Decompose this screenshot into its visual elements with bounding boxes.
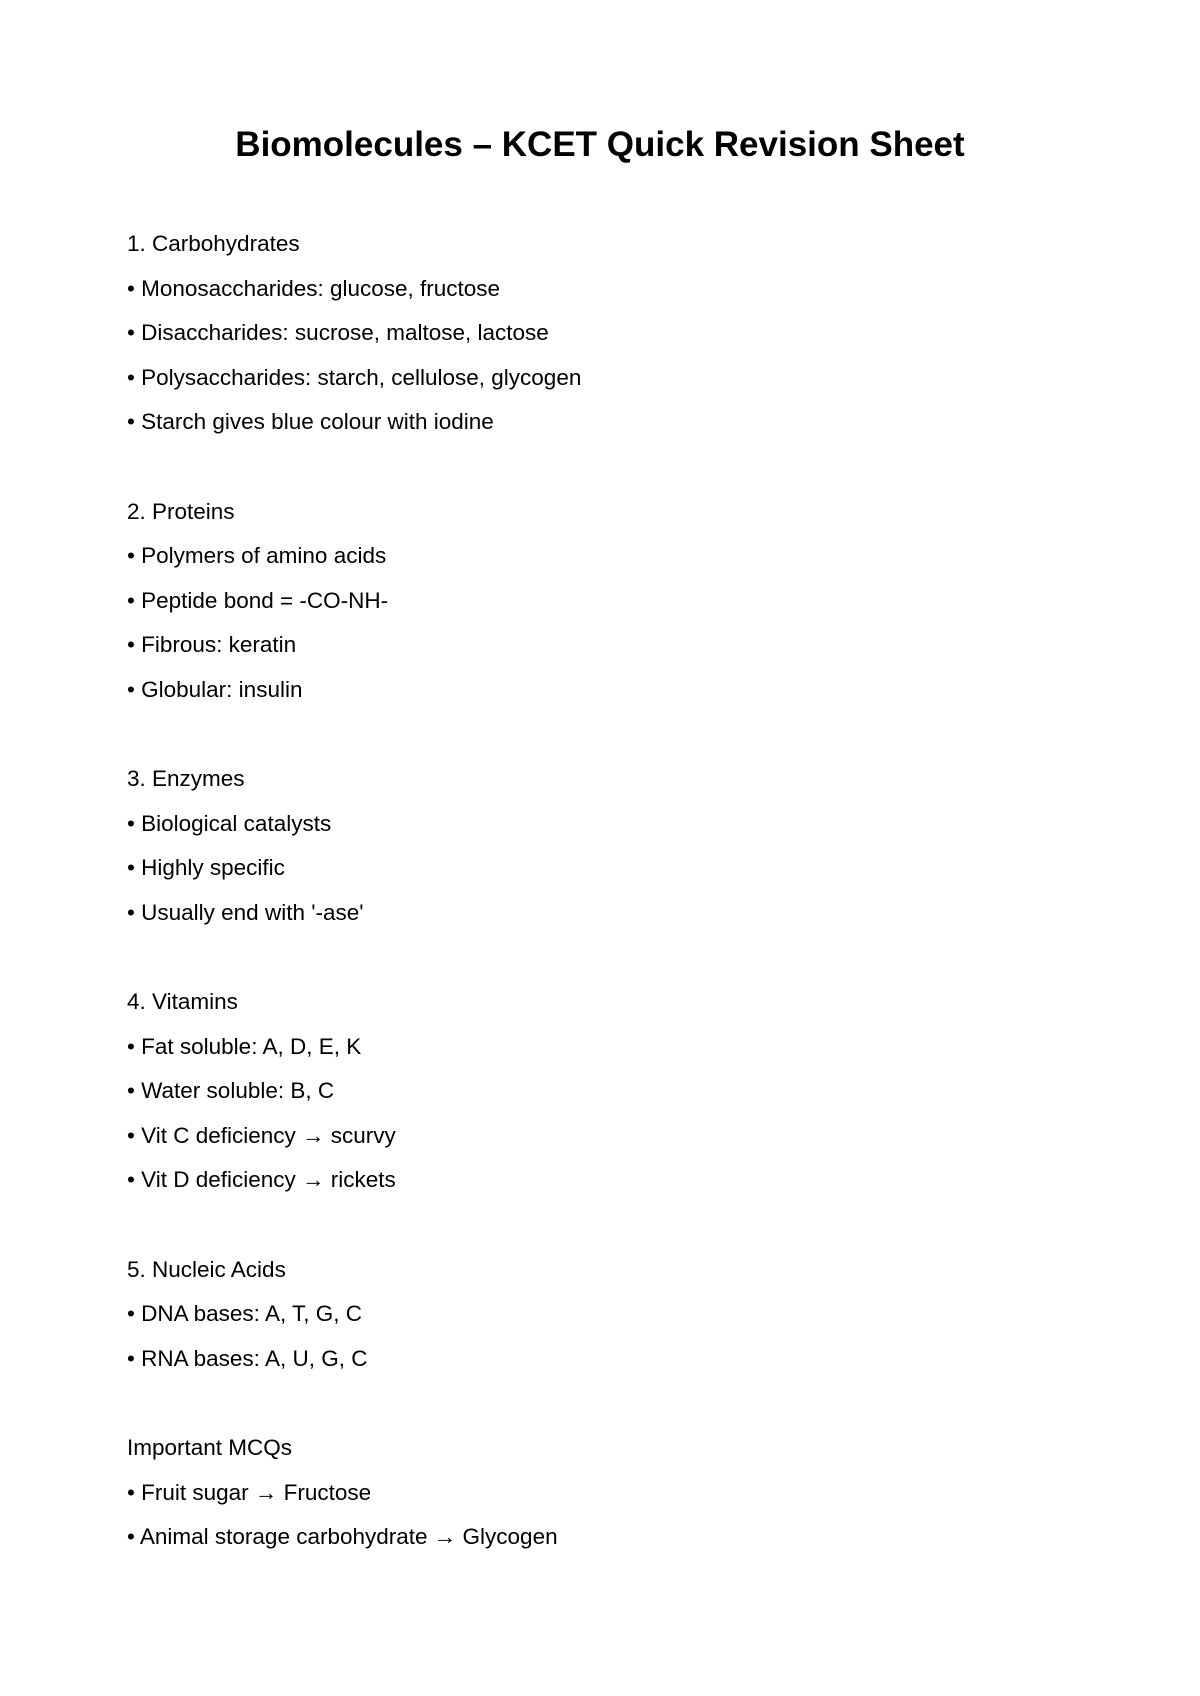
revision-content xyxy=(127,222,581,1560)
list-item: • Usually end with '-ase' xyxy=(127,899,364,925)
list-item: • RNA bases: A, U, G, C xyxy=(127,1345,368,1371)
section-heading: 4. Vitamins xyxy=(127,989,238,1015)
list-item: • Polysaccharides: starch, cellulose, glycogen xyxy=(127,364,582,390)
section-spacer xyxy=(127,445,581,490)
list-item: • Animal storage carbohydrate → Glycogen xyxy=(127,1524,558,1550)
list-item: • Fat soluble: A, D, E, K xyxy=(127,1033,362,1059)
list-item: • Vit D deficiency → rickets xyxy=(127,1167,396,1193)
list-item: • Monosaccharides: glucose, fructose xyxy=(127,275,501,301)
list-item: • Biological catalysts xyxy=(127,810,332,836)
section-heading: 1. Carbohydrates xyxy=(127,231,300,256)
page-title: Biomolecules – KCET Quick Revision Sheet xyxy=(235,125,965,164)
section-important-mcqs xyxy=(127,1426,581,1560)
section-spacer xyxy=(127,1203,581,1248)
section-heading: 3. Enzymes xyxy=(127,766,245,792)
section-vitamins xyxy=(127,980,581,1203)
list-item: • Highly specific xyxy=(127,855,285,881)
section-heading: 5. Nucleic Acids xyxy=(127,1256,286,1282)
list-item: • Disaccharides: sucrose, maltose, lactose xyxy=(127,320,549,346)
list-item: • Peptide bond = -CO-NH- xyxy=(127,587,389,613)
list-item: • Fruit sugar → Fructose xyxy=(127,1479,372,1505)
section-spacer xyxy=(127,713,581,758)
section-nucleic-acids xyxy=(127,1248,581,1382)
section-proteins xyxy=(127,490,581,713)
list-item: • Starch gives blue colour with iodine xyxy=(127,409,494,435)
list-item: • Polymers of amino acids xyxy=(127,543,387,569)
section-carbohydrates xyxy=(127,222,581,445)
section-heading: Important MCQs xyxy=(127,1435,293,1461)
list-item: • Vit C deficiency → scurvy xyxy=(127,1122,396,1148)
list-item: • Globular: insulin xyxy=(127,676,303,702)
list-item: • Fibrous: keratin xyxy=(127,632,297,658)
section-spacer xyxy=(127,1381,581,1426)
list-item: • DNA bases: A, T, G, C xyxy=(127,1301,363,1327)
list-item: • Water soluble: B, C xyxy=(127,1078,335,1104)
section-spacer xyxy=(127,936,581,981)
section-enzymes xyxy=(127,757,581,935)
section-heading: 2. Proteins xyxy=(127,498,235,524)
